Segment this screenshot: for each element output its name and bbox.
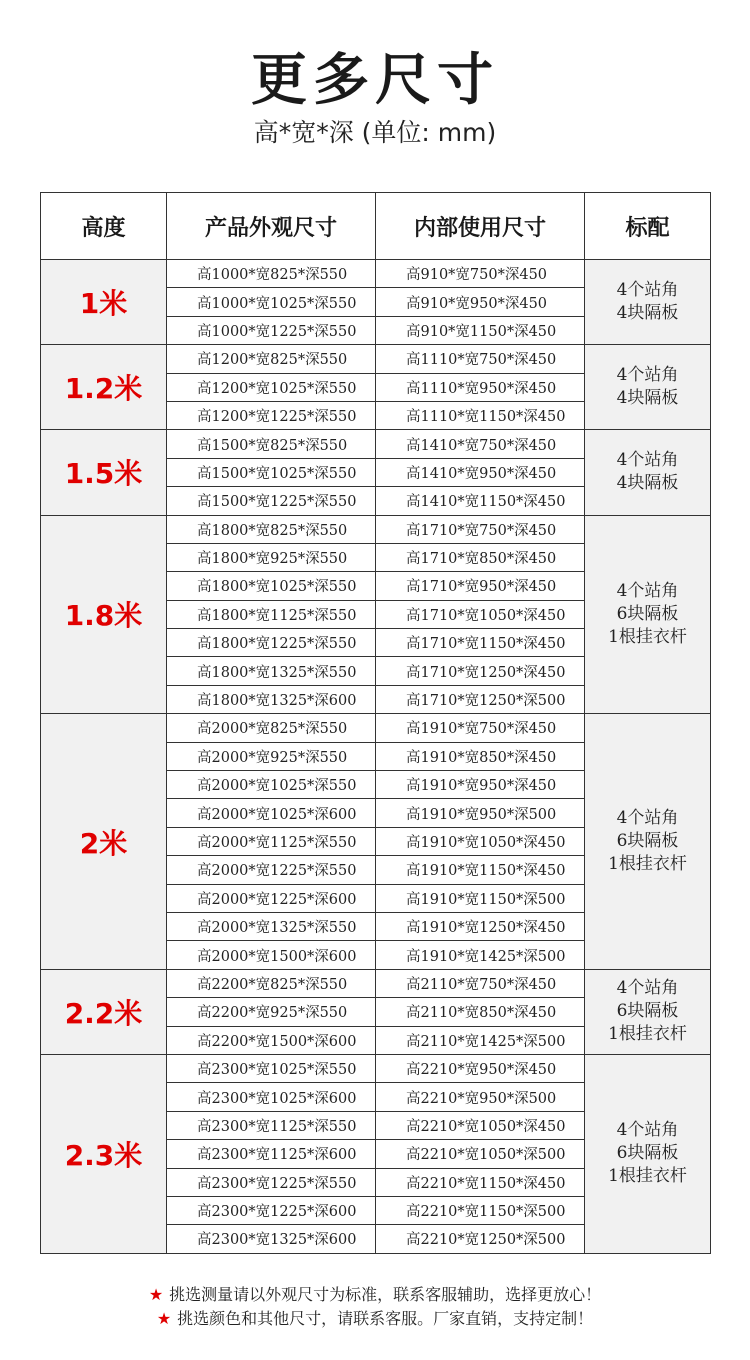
interior-size-cell: 高2210*宽1150*深500: [376, 1196, 585, 1224]
exterior-size-cell: 高1200*宽1225*深550: [167, 401, 376, 429]
interior-size-cell: 高1410*宽950*深450: [376, 458, 585, 486]
exterior-size-cell: 高2300*宽1125*深550: [167, 1111, 376, 1139]
note-text: 挑选测量请以外观尺寸为标准，联系客服辅助，选择更放心！: [169, 1285, 602, 1304]
interior-size-cell: 高1410*宽1150*深450: [376, 487, 585, 515]
interior-size-cell: 高1710*宽950*深450: [376, 572, 585, 600]
height-cell: 1米: [41, 260, 167, 345]
interior-size-cell: 高1910*宽1425*深500: [376, 941, 585, 969]
exterior-size-cell: 高1200*宽825*深550: [167, 345, 376, 373]
exterior-size-cell: 高2000*宽925*深550: [167, 742, 376, 770]
table-row: [41, 1054, 711, 1082]
height-cell: 2米: [41, 714, 167, 970]
note-line: [0, 1307, 750, 1331]
exterior-size-cell: 高2200*宽1500*深600: [167, 1026, 376, 1054]
interior-size-cell: 高1110*宽750*深450: [376, 345, 585, 373]
exterior-size-cell: 高1800*宽1125*深550: [167, 600, 376, 628]
table-header-row: [41, 193, 711, 260]
interior-size-cell: 高1910*宽1150*深500: [376, 884, 585, 912]
table-row: [41, 969, 711, 997]
interior-size-cell: 高910*宽750*深450: [376, 260, 585, 288]
interior-size-cell: 高2110*宽750*深450: [376, 969, 585, 997]
exterior-size-cell: 高1800*宽1225*深550: [167, 629, 376, 657]
table-row: [41, 345, 711, 373]
config-item: 4个站角: [616, 580, 679, 601]
interior-size-cell: 高2210*宽1050*深450: [376, 1111, 585, 1139]
config-item: 4个站角: [616, 280, 679, 301]
table-row: [41, 515, 711, 543]
standard-config-cell: [585, 260, 711, 345]
config-item: 6块隔板: [616, 603, 679, 624]
exterior-size-cell: 高2200*宽925*深550: [167, 998, 376, 1026]
config-item: 1根挂衣杆: [608, 1024, 687, 1045]
config-item: 4块隔板: [616, 303, 679, 324]
config-item: 6块隔板: [616, 1143, 679, 1164]
exterior-size-cell: 高2000*宽1025*深600: [167, 799, 376, 827]
interior-size-cell: 高2210*宽950*深500: [376, 1083, 585, 1111]
exterior-size-cell: 高1800*宽1025*深550: [167, 572, 376, 600]
note-text: 挑选颜色和其他尺寸，请联系客服。厂家直销，支持定制！: [177, 1309, 594, 1328]
standard-config-cell: [585, 714, 711, 970]
interior-size-cell: 高1910*宽850*深450: [376, 742, 585, 770]
interior-size-cell: 高1910*宽750*深450: [376, 714, 585, 742]
exterior-size-cell: 高2000*宽1225*深600: [167, 884, 376, 912]
standard-config-cell: [585, 515, 711, 714]
column-header-height: 高度: [41, 193, 167, 260]
config-item: 4个站角: [616, 1120, 679, 1141]
height-cell: 1.8米: [41, 515, 167, 714]
table-row: [41, 260, 711, 288]
interior-size-cell: 高2210*宽1050*深500: [376, 1140, 585, 1168]
interior-size-cell: 高1910*宽950*深450: [376, 771, 585, 799]
table-body: [41, 260, 711, 1254]
table-row: [41, 430, 711, 458]
exterior-size-cell: 高1000*宽825*深550: [167, 260, 376, 288]
interior-size-cell: 高2110*宽850*深450: [376, 998, 585, 1026]
interior-size-cell: 高1910*宽1150*深450: [376, 856, 585, 884]
exterior-size-cell: 高1000*宽1225*深550: [167, 316, 376, 344]
interior-size-cell: 高2210*宽1250*深500: [376, 1225, 585, 1253]
exterior-size-cell: 高2000*宽1125*深550: [167, 827, 376, 855]
exterior-size-cell: 高2000*宽825*深550: [167, 714, 376, 742]
interior-size-cell: 高910*宽950*深450: [376, 288, 585, 316]
exterior-size-cell: 高2000*宽1500*深600: [167, 941, 376, 969]
height-cell: 1.5米: [41, 430, 167, 515]
config-item: 4个站角: [616, 978, 679, 999]
exterior-size-cell: 高1800*宽825*深550: [167, 515, 376, 543]
config-item: 6块隔板: [616, 831, 679, 851]
page-subtitle: 高*宽*深 (单位: mm): [253, 118, 497, 147]
interior-size-cell: 高2110*宽1425*深500: [376, 1026, 585, 1054]
standard-config-cell: [585, 345, 711, 430]
exterior-size-cell: 高1800*宽925*深550: [167, 543, 376, 571]
exterior-size-cell: 高2300*宽1125*深600: [167, 1140, 376, 1168]
height-cell: 2.3米: [41, 1054, 167, 1253]
table-row: [41, 714, 711, 742]
config-item: 1根挂衣杆: [608, 854, 687, 874]
exterior-size-cell: 高2000*宽1325*深550: [167, 912, 376, 940]
page-title: 更多尺寸: [251, 47, 499, 113]
size-table: [40, 192, 711, 1254]
interior-size-cell: 高1710*宽850*深450: [376, 543, 585, 571]
config-item: 4个站角: [616, 450, 679, 471]
exterior-size-cell: 高2000*宽1225*深550: [167, 856, 376, 884]
interior-size-cell: 高1910*宽1250*深450: [376, 912, 585, 940]
exterior-size-cell: 高1200*宽1025*深550: [167, 373, 376, 401]
notes: [0, 1283, 750, 1331]
exterior-size-cell: 高2200*宽825*深550: [167, 969, 376, 997]
interior-size-cell: 高1410*宽750*深450: [376, 430, 585, 458]
star-icon: ★: [156, 1309, 172, 1328]
height-cell: 2.2米: [41, 969, 167, 1054]
standard-config-cell: [585, 969, 711, 1054]
interior-size-cell: 高1710*宽1150*深450: [376, 629, 585, 657]
interior-size-cell: 高1710*宽1050*深450: [376, 600, 585, 628]
config-item: 4个站角: [616, 808, 679, 828]
exterior-size-cell: 高2000*宽1025*深550: [167, 771, 376, 799]
exterior-size-cell: 高1000*宽1025*深550: [167, 288, 376, 316]
star-icon: ★: [148, 1285, 164, 1304]
config-item: 6块隔板: [616, 1001, 679, 1022]
exterior-size-cell: 高2300*宽1325*深600: [167, 1225, 376, 1253]
note-line: [0, 1283, 750, 1307]
config-item: 4块隔板: [616, 473, 679, 494]
config-item: 4个站角: [616, 365, 679, 386]
config-item: 1根挂衣杆: [608, 1166, 687, 1187]
interior-size-cell: 高1110*宽950*深450: [376, 373, 585, 401]
exterior-size-cell: 高1800*宽1325*深550: [167, 657, 376, 685]
height-cell: 1.2米: [41, 345, 167, 430]
interior-size-cell: 高1110*宽1150*深450: [376, 401, 585, 429]
interior-size-cell: 高1710*宽750*深450: [376, 515, 585, 543]
interior-size-cell: 高1710*宽1250*深450: [376, 657, 585, 685]
interior-size-cell: 高1710*宽1250*深500: [376, 685, 585, 713]
standard-config-cell: [585, 430, 711, 515]
standard-config-cell: [585, 1054, 711, 1253]
config-item: 4块隔板: [616, 388, 679, 409]
interior-size-cell: 高2210*宽1150*深450: [376, 1168, 585, 1196]
exterior-size-cell: 高2300*宽1225*深550: [167, 1168, 376, 1196]
exterior-size-cell: 高2300*宽1025*深550: [167, 1054, 376, 1082]
exterior-size-cell: 高1800*宽1325*深600: [167, 685, 376, 713]
exterior-size-cell: 高2300*宽1225*深600: [167, 1196, 376, 1224]
exterior-size-cell: 高1500*宽1025*深550: [167, 458, 376, 486]
config-item: 1根挂衣杆: [608, 626, 687, 647]
exterior-size-cell: 高1500*宽1225*深550: [167, 487, 376, 515]
exterior-size-cell: 高1500*宽825*深550: [167, 430, 376, 458]
column-header-exterior-size: 产品外观尺寸: [167, 193, 376, 260]
interior-size-cell: 高910*宽1150*深450: [376, 316, 585, 344]
column-header-standard-config: 标配: [585, 193, 711, 260]
interior-size-cell: 高1910*宽1050*深450: [376, 827, 585, 855]
interior-size-cell: 高1910*宽950*深500: [376, 799, 585, 827]
column-header-interior-size: 内部使用尺寸: [376, 193, 585, 260]
interior-size-cell: 高2210*宽950*深450: [376, 1054, 585, 1082]
exterior-size-cell: 高2300*宽1025*深600: [167, 1083, 376, 1111]
